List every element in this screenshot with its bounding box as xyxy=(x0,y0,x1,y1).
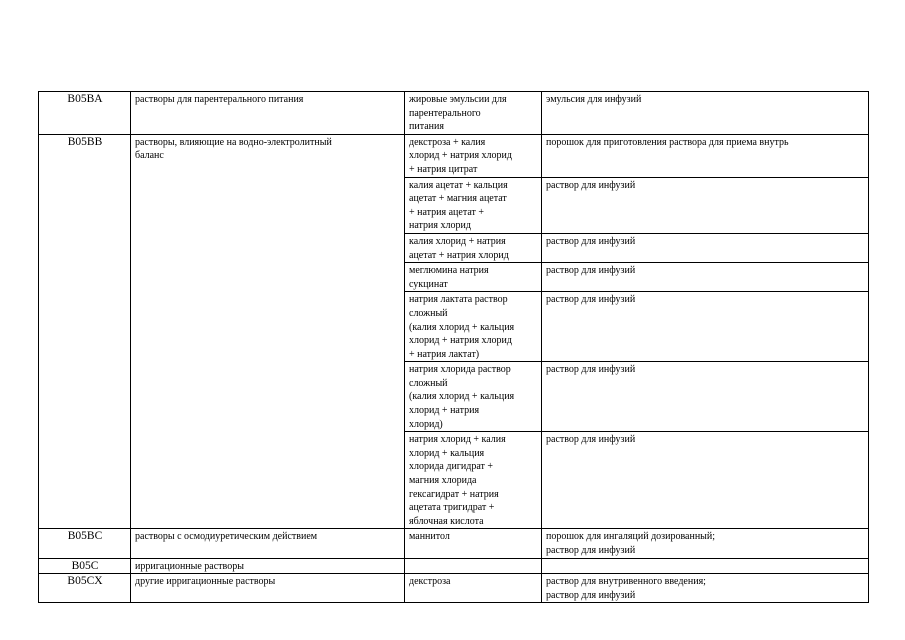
substance-cell xyxy=(405,263,542,292)
substance-line: маннитол xyxy=(409,531,450,543)
dosage-form-cell xyxy=(542,92,869,135)
dosage-form-line: раствор для инфузий xyxy=(546,545,636,556)
dosage-form-line: раствор для инфузий xyxy=(546,364,636,376)
table-row xyxy=(39,134,869,177)
dosage-form-cell xyxy=(542,233,869,262)
substance-line: + натрия цитрат xyxy=(409,163,478,175)
atc-code-cell: B05BA xyxy=(39,92,131,135)
dosage-form-cell xyxy=(542,292,869,362)
dosage-form-cell xyxy=(542,529,869,558)
dosage-form-cell xyxy=(542,574,869,603)
group-name-cell: ирригационные растворы xyxy=(131,558,405,574)
substance-cell xyxy=(405,529,542,558)
dosage-form-line: порошок для приготовления раствора для приема внутрь xyxy=(546,136,789,148)
substance-cell xyxy=(405,292,542,362)
substance-line: меглюмина натрия xyxy=(409,265,489,277)
substance-line: хлорид + натрия xyxy=(409,405,480,417)
substance-line: ацетат + магния ацетат xyxy=(409,193,507,205)
dosage-form-line: раствор для инфузий xyxy=(546,179,636,191)
substance-line: + натрия лактат) xyxy=(409,348,480,360)
atc-code-cell: B05BB xyxy=(39,134,131,529)
substance-line: натрия хлорид xyxy=(409,220,471,232)
group-name-cell xyxy=(131,134,405,529)
substance-line: хлорид + натрия хлорид xyxy=(409,150,512,162)
table-row xyxy=(39,574,869,603)
substance-line: яблочная кислота xyxy=(409,515,484,527)
dosage-form-line: раствор для инфузий xyxy=(546,265,636,277)
substance-line: декстроза + калия xyxy=(409,136,486,148)
dosage-form-line: раствор для инфузий xyxy=(546,434,636,446)
dosage-form-cell xyxy=(542,558,869,574)
dosage-form-line: эмульсия для инфузий xyxy=(546,94,642,105)
substance-line: натрия хлорида раствор xyxy=(409,364,511,376)
substance-cell xyxy=(405,362,542,432)
dosage-form-cell xyxy=(542,177,869,233)
group-name-cell: растворы с осмодиуретическим действием xyxy=(131,529,405,558)
dosage-form-cell xyxy=(542,263,869,292)
substance-cell xyxy=(405,558,542,574)
substance-line: (калия хлорид + кальция xyxy=(409,321,515,333)
substance-line: (калия хлорид + кальция xyxy=(409,391,515,403)
substance-line: калия хлорид + натрия xyxy=(409,235,506,247)
substance-line: магния хлорида xyxy=(409,475,477,487)
substance-cell xyxy=(405,432,542,529)
atc-classification-table xyxy=(38,91,869,603)
substance-line: хлорид + кальция xyxy=(409,447,485,459)
substance-line: хлорид) xyxy=(409,418,443,430)
group-name-cell: растворы для парентерального питания xyxy=(131,92,405,135)
substance-cell xyxy=(405,177,542,233)
substance-line: парентерального xyxy=(409,107,481,119)
substance-line: хлорид + натрия хлорид xyxy=(409,335,512,347)
table-row xyxy=(39,92,869,135)
substance-cell xyxy=(405,574,542,603)
substance-line: декстроза xyxy=(409,576,451,588)
substance-line: натрия хлорид + калия xyxy=(409,434,506,446)
substance-line: натрия лактата раствор xyxy=(409,294,508,306)
substance-line: сукцинат xyxy=(409,278,448,290)
group-name-line: баланс xyxy=(135,150,164,162)
dosage-form-line: порошок для ингаляций дозированный; xyxy=(546,531,716,543)
dosage-form-cell xyxy=(542,432,869,529)
group-name-cell: другие ирригационные растворы xyxy=(131,574,405,603)
atc-code-cell: B05C xyxy=(39,558,131,574)
substance-line: сложный xyxy=(409,377,448,389)
dosage-form-line: раствор для инфузий xyxy=(546,235,636,247)
dosage-form-line: раствор для внутривенного введения; xyxy=(546,576,706,588)
substance-line: ацетата тригидрат + xyxy=(409,502,495,514)
substance-line: сложный xyxy=(409,307,448,319)
dosage-form-cell xyxy=(542,134,869,177)
substance-line: + натрия ацетат + xyxy=(409,206,485,218)
dosage-form-cell xyxy=(542,362,869,432)
dosage-form-line: раствор для инфузий xyxy=(546,294,636,306)
substance-line: калия ацетат + кальция xyxy=(409,179,508,191)
substance-cell xyxy=(405,134,542,177)
group-name-line: растворы, влияющие на водно-электролитный xyxy=(135,136,332,148)
substance-cell xyxy=(405,92,542,135)
table-row xyxy=(39,529,869,558)
atc-code-cell: B05CX xyxy=(39,574,131,603)
substance-line: питания xyxy=(409,121,444,133)
substance-line: гексагидрат + натрия xyxy=(409,488,499,500)
substance-line: хлорида дигидрат + xyxy=(409,461,494,473)
substance-line: жировые эмульсии для xyxy=(409,94,507,105)
substance-line: ацетат + натрия хлорид xyxy=(409,249,509,261)
table-row xyxy=(39,558,869,574)
substance-cell xyxy=(405,233,542,262)
atc-code-cell: B05BC xyxy=(39,529,131,558)
dosage-form-line: раствор для инфузий xyxy=(546,589,636,601)
